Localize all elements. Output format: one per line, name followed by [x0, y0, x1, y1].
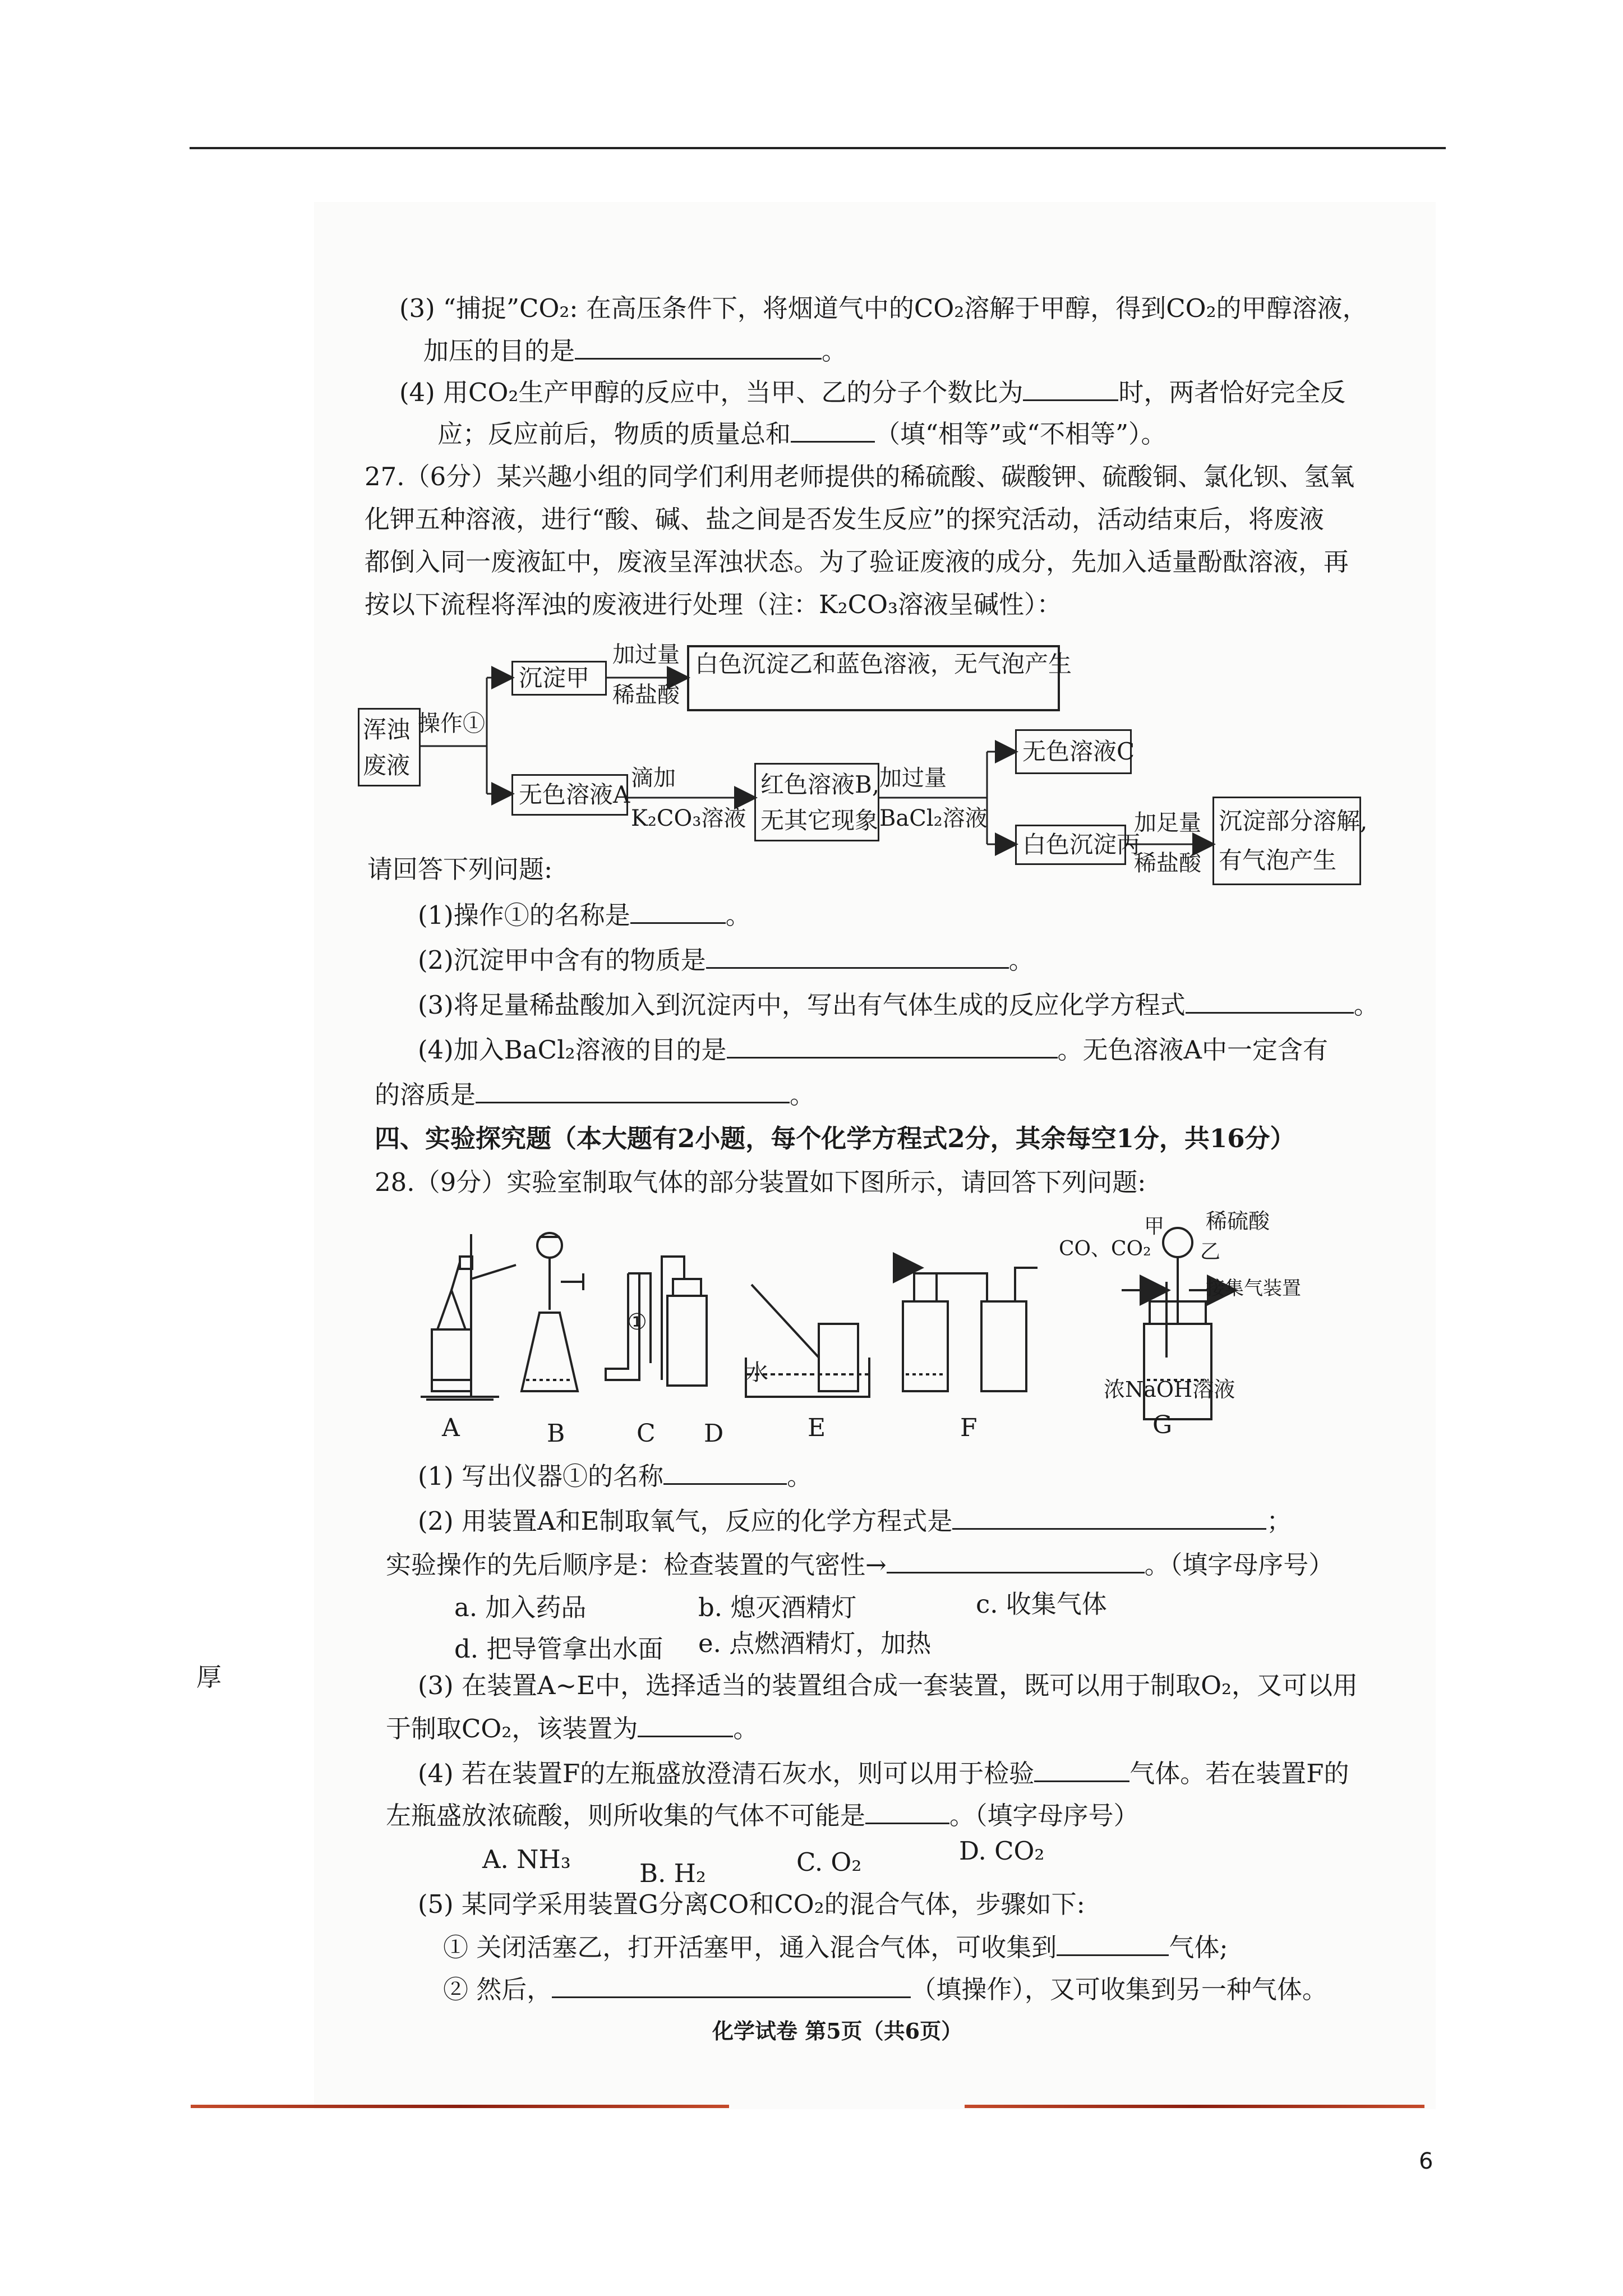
answer-blank[interactable]: [630, 898, 726, 924]
option-e: e. 点燃酒精灯，加热: [698, 1628, 932, 1658]
q28-sub5: (5) 某同学采用装置G分离CO和CO₂的混合气体，步骤如下:: [418, 1889, 1085, 1919]
flow-label-dilute-hcl: 稀盐酸: [612, 682, 680, 708]
label-g: G: [1152, 1411, 1173, 1439]
bottom-edge-left: [191, 2105, 729, 2108]
option-d: d. 把导管拿出水面: [454, 1634, 663, 1664]
gas-option-a: A. NH₃: [482, 1844, 571, 1874]
answer-blank[interactable]: [476, 1077, 790, 1103]
apparatus-f-icon: [897, 1268, 1038, 1391]
q27-sub4-cont: 的溶质是 。: [375, 1077, 815, 1112]
q28-sub2: (2) 用装置A和E制取氧气，反应的化学方程式是 ；: [418, 1503, 1292, 1538]
gas-option-c: C. O₂: [796, 1847, 862, 1877]
label-water: 水: [746, 1360, 768, 1386]
apparatus-b-icon: [522, 1233, 583, 1391]
side-character: 厚: [196, 1662, 222, 1692]
q28-sub5-step1: ① 关闭活塞乙，打开活塞甲，通入混合气体，可收集到 气体;: [443, 1930, 1228, 1964]
q27-line3: 都倒入同一废液缸中，废液呈浑浊状态。为了验证废液的成分，先加入适量酚酞溶液，再: [365, 547, 1349, 577]
answer-blank[interactable]: [552, 1972, 911, 1998]
flow-label-operation1: 操作①: [418, 711, 485, 737]
flow-label-add-enough: 加足量: [1134, 810, 1201, 836]
q26-4-line2: 应；反应前后，物质的质量总和 （填“相等”或“不相等”）。: [437, 416, 1166, 451]
q28-sub1: (1) 写出仪器①的名称 。: [418, 1458, 812, 1493]
answer-blank[interactable]: [887, 1547, 1145, 1573]
q27-prompt: 请回答下列问题:: [367, 854, 553, 884]
q27-line2: 化钾五种溶液，进行“酸、碱、盐之间是否发生反应”的探究活动，活动结束后，将废液: [365, 504, 1325, 534]
label-g-acid: 稀硫酸: [1206, 1209, 1270, 1234]
flow-box-colorless-solution-c: 无色溶液C: [1015, 729, 1132, 774]
label-e: E: [808, 1414, 826, 1442]
label-g-yi: 乙: [1200, 1240, 1221, 1263]
flow-label-k2co3: K₂CO₃溶液: [631, 806, 746, 831]
label-a: A: [442, 1414, 460, 1442]
answer-blank[interactable]: [1186, 987, 1354, 1014]
section-4-heading: 四、实验探究题（本大题有2小题，每个化学方程式2分，其余每空1分，共16分）: [375, 1124, 1295, 1153]
label-d: D: [704, 1419, 724, 1448]
answer-blank[interactable]: [663, 1458, 787, 1485]
q26-3-line1: (3) “捕捉”CO₂: 在高压条件下，将烟道气中的CO₂溶解于甲醇，得到CO₂的甲醇溶液，: [399, 293, 1368, 323]
label-circle-1: ①: [627, 1309, 647, 1335]
answer-blank[interactable]: [1034, 1756, 1129, 1782]
q28-intro: 28.（9分）实验室制取气体的部分装置如下图所示，请回答下列问题:: [375, 1167, 1146, 1197]
answer-blank[interactable]: [865, 1798, 949, 1824]
q28-sub5-step2: ② 然后， （填操作），又可收集到另一种气体。: [443, 1972, 1327, 2007]
flow-box-white-precipitate-c: 白色沉淀丙: [1015, 825, 1126, 865]
flow-label-drop-add: 滴加: [631, 765, 676, 791]
flow-box-result-a: 白色沉淀乙和蓝色溶液，无气泡产生: [687, 645, 1060, 711]
label-g-naoh: 浓NaOH溶液: [1104, 1377, 1235, 1402]
q28-sub3-line1: (3) 在装置A~E中，选择适当的装置组合成一套装置，既可以用于制取O₂，又可以用: [418, 1671, 1358, 1700]
page-footer: 化学试卷 第5页（共6页）: [712, 2018, 963, 2044]
apparatus-d-icon: [662, 1257, 707, 1386]
flow-label-dilute-hcl2: 稀盐酸: [1134, 850, 1201, 876]
q28-sub4-line2: 左瓶盛放浓硫酸，则所收集的气体不可能是 。（填字母序号）: [386, 1798, 1139, 1833]
answer-blank[interactable]: [638, 1711, 733, 1737]
option-c: c. 收集气体: [976, 1589, 1107, 1619]
q27-line1: 27.（6分）某兴趣小组的同学们利用老师提供的稀硫酸、碳酸钾、硫酸铜、氯化钡、氢氧: [365, 462, 1355, 491]
answer-blank[interactable]: [952, 1503, 1266, 1530]
q26-3-line2: 加压的目的是 。: [423, 333, 847, 368]
apparatus-a-icon: [421, 1234, 516, 1400]
q27-line4: 按以下流程将浑浊的废液进行处理（注：K₂CO₃溶液呈碱性）：: [365, 590, 1062, 619]
flow-label-add-excess: 加过量: [612, 642, 680, 668]
flow-box-precipitate-a: 沉淀甲: [511, 661, 607, 696]
answer-blank[interactable]: [727, 1032, 1058, 1059]
q27-sub1: (1)操作①的名称是 。: [418, 898, 751, 932]
label-c: C: [637, 1419, 656, 1448]
page-number: 6: [1419, 2148, 1433, 2174]
flow-label-bacl2: BaCl₂溶液: [879, 806, 988, 831]
option-b: b. 熄灭酒精灯: [698, 1593, 857, 1622]
label-g-collect: 接集气装置: [1206, 1277, 1301, 1300]
flow-label-add-excess2: 加过量: [879, 765, 947, 791]
q28-sub4-line1: (4) 若在装置F的左瓶盛放澄清石灰水，则可以用于检验 气体。若在装置F的: [418, 1756, 1349, 1791]
q28-sub2-cont: 实验操作的先后顺序是：检查装置的气密性→ 。（填字母序号）: [386, 1547, 1334, 1582]
q27-sub2: (2)沉淀甲中含有的物质是 。: [418, 942, 1034, 977]
label-f: F: [960, 1414, 978, 1442]
answer-blank[interactable]: [706, 942, 1009, 969]
label-g-gas: CO、CO₂: [1059, 1237, 1151, 1260]
bottom-edge-right: [965, 2105, 1424, 2108]
flow-box-result-c: 沉淀部分溶解, 有气泡产生: [1212, 797, 1361, 885]
label-b: B: [547, 1419, 565, 1448]
flow-box-red-solution-b: 红色溶液B, 无其它现象: [754, 763, 879, 841]
flow-box-waste-liquid: 浑浊 废液: [358, 708, 421, 786]
gas-option-d: D. CO₂: [959, 1836, 1045, 1866]
gas-option-b: B. H₂: [639, 1858, 706, 1888]
q27-sub4: (4)加入BaCl₂溶液的目的是 。无色溶液A中一定含有: [418, 1032, 1328, 1067]
q26-4-line1: (4) 用CO₂生产甲醇的反应中，当甲、乙的分子个数比为 时，两者恰好完全反: [399, 375, 1345, 409]
option-a: a. 加入药品: [454, 1593, 587, 1622]
flow-box-colorless-solution-a: 无色溶液A: [511, 774, 628, 816]
q28-sub3-line2: 于制取CO₂，该装置为 。: [386, 1711, 758, 1746]
q27-sub3: (3)将足量稀盐酸加入到沉淀丙中，写出有气体生成的反应化学方程式 。: [418, 987, 1379, 1022]
label-g-jia: 甲: [1144, 1215, 1165, 1238]
answer-blank[interactable]: [1057, 1930, 1169, 1956]
